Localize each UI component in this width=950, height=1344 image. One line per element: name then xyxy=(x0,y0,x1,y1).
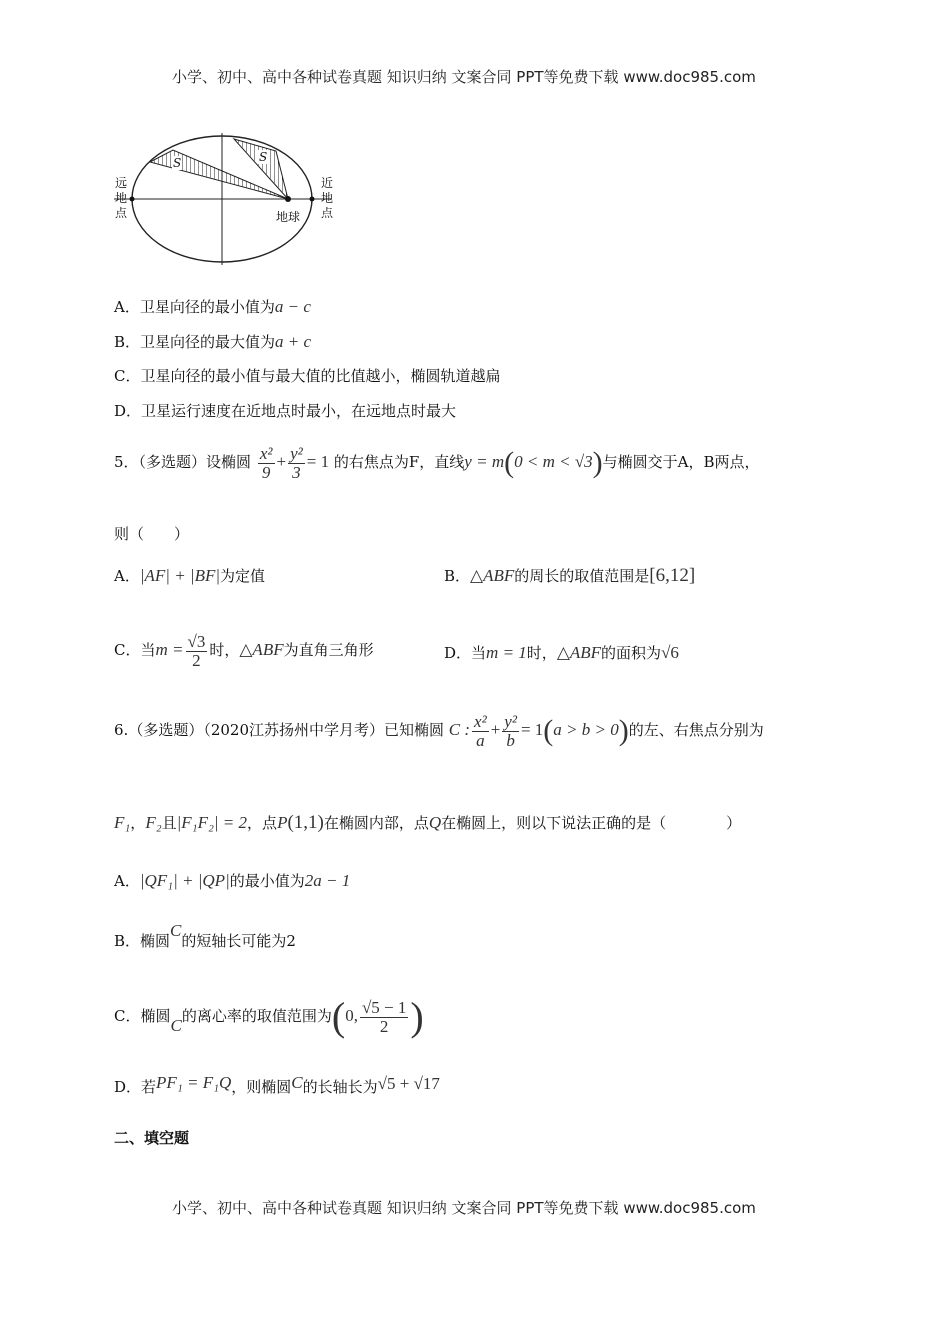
q5-then: 则（ ） xyxy=(114,525,190,543)
q4-option-a: A．卫星向径的最小值为a − c xyxy=(114,297,311,316)
section-title: 二、填空题 xyxy=(114,1129,190,1147)
earth-dot xyxy=(285,196,291,202)
q6-option-a: A．|QF₁| + |QP|的最小值为2a − 1 xyxy=(114,871,351,890)
q6-option-d: D．若PF₁ = F₁Q，则椭圆C的长轴长为√5 + √17 xyxy=(114,1073,440,1096)
q5-stem: 5．（多选题）设椭圆 $\frac{\text{x²}}{9}$ + $\frac{\text{y²}}{3}$ = 1 的右焦点为F，直线y = m(0 < m < √3)与椭圆交于A，B两点， xyxy=(114,443,760,482)
q6-stem-cont: F₁，F₂且|F₁F₂| = 2，点P(1,1)在椭圆内部，点Q在椭圆上，则以下说法正确的是（ ） xyxy=(114,812,742,833)
q4-option-b: B．卫星向径的最大值为a + c xyxy=(114,332,312,351)
orbit-figure xyxy=(110,128,350,268)
q5-option-d: D．当m = 1时，△ABF的面积为√6 xyxy=(444,643,679,662)
q5-option-c: C．当m = $\frac{√3}{2}$ 时，△ABF为直角三角形 xyxy=(114,631,374,670)
s-label-near: S xyxy=(259,150,268,164)
q4-option-d: D．卫星运行速度在近地点时最小，在远地点时最大 xyxy=(114,402,457,420)
orbit-diagram xyxy=(110,128,350,268)
far-point-label: 远 地 点 xyxy=(114,176,127,220)
page-footer: 小学、初中、高中各种试卷真题 知识归纳 文案合同 PPT等免费下载 www.doc985.com xyxy=(172,1199,756,1217)
earth-label: 地球 xyxy=(276,210,301,224)
near-point-label: 近 地 点 xyxy=(320,176,333,220)
q5-option-b: B．△ABF的周长的取值范围是[6,12] xyxy=(444,565,696,586)
s-label-far: S xyxy=(173,156,182,170)
q6-option-c: C．椭圆C的离心率的取值范围为(0, $\frac{√5 - 1}{2}$ ) xyxy=(114,994,424,1039)
q6-option-b: B．椭圆C的短轴长可能为2 xyxy=(114,921,296,950)
q6-stem: 6.（多选题）（2020江苏扬州中学月考）已知椭圆 C : $\frac{\text{x²}}{a}$ + $\frac{\text{y²}}{b}$ = 1(a > b > 0)的左、右焦点分别为 xyxy=(114,711,764,750)
q5-option-a: A．|AF| + |BF|为定值 xyxy=(114,566,266,585)
page-header: 小学、初中、高中各种试卷真题 知识归纳 文案合同 PPT等免费下载 www.doc985.com xyxy=(172,68,756,86)
q4-option-c: C．卫星向径的最小值与最大值的比值越小，椭圆轨道越扁 xyxy=(114,367,501,385)
